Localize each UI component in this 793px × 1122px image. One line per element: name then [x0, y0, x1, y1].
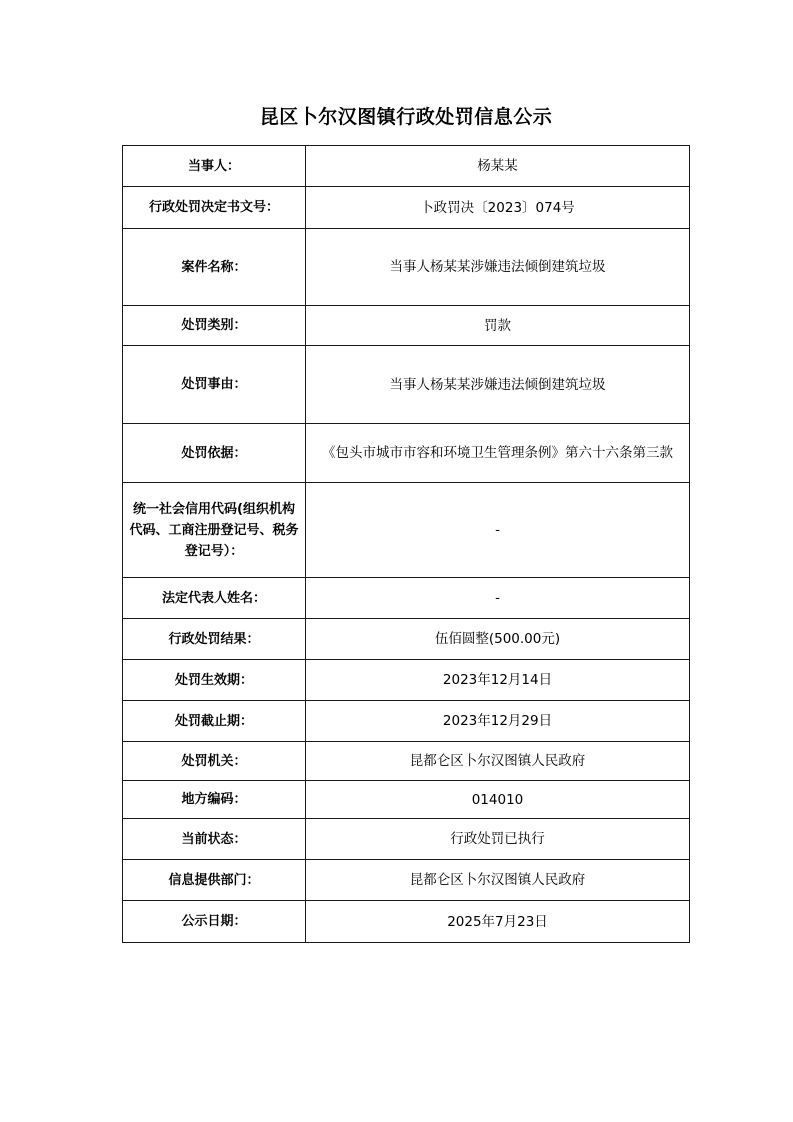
row-label: 当前状态：	[123, 819, 306, 860]
row-label: 处罚依据：	[123, 424, 306, 483]
row-value: 昆都仑区卜尔汉图镇人民政府	[306, 860, 690, 901]
table-row	[123, 187, 690, 229]
table-row	[123, 901, 690, 943]
table-row	[123, 701, 690, 742]
row-value: 罚款	[306, 306, 690, 346]
table-row	[123, 660, 690, 701]
row-value: -	[306, 578, 690, 619]
table-row	[123, 306, 690, 346]
table-row	[123, 578, 690, 619]
row-label: 地方编码：	[123, 781, 306, 819]
table-row	[123, 229, 690, 306]
row-value: 2023年12月14日	[306, 660, 690, 701]
row-value: 当事人杨某某涉嫌违法倾倒建筑垃圾	[306, 346, 690, 424]
row-label: 公示日期：	[123, 901, 306, 943]
table-row	[123, 346, 690, 424]
row-label: 处罚生效期：	[123, 660, 306, 701]
table-row	[123, 424, 690, 483]
table-row	[123, 819, 690, 860]
table-row	[123, 483, 690, 578]
row-value: 伍佰圆整(500.00元)	[306, 619, 690, 660]
row-label: 案件名称：	[123, 229, 306, 306]
row-label: 法定代表人姓名：	[123, 578, 306, 619]
page-title: 昆区卜尔汉图镇行政处罚信息公示	[259, 106, 553, 128]
row-value: -	[306, 483, 690, 578]
row-value: 2025年7月23日	[306, 901, 690, 943]
penalty-info-table	[122, 145, 690, 943]
row-value: 昆都仑区卜尔汉图镇人民政府	[306, 742, 690, 781]
row-value: 2023年12月29日	[306, 701, 690, 742]
penalty-table-body	[123, 146, 690, 943]
row-value: 当事人杨某某涉嫌违法倾倒建筑垃圾	[306, 229, 690, 306]
row-value: 014010	[306, 781, 690, 819]
row-label: 处罚机关：	[123, 742, 306, 781]
table-row	[123, 860, 690, 901]
row-value: 《包头市城市市容和环境卫生管理条例》第六十六条第三款	[306, 424, 690, 483]
document-page	[122, 0, 690, 943]
row-value: 卜政罚决〔2023〕074号	[306, 187, 690, 229]
row-value: 行政处罚已执行	[306, 819, 690, 860]
table-row	[123, 781, 690, 819]
row-label: 处罚事由：	[123, 346, 306, 424]
row-label: 统一社会信用代码(组织机构代码、工商注册登记号、税务登记号）：	[123, 483, 306, 578]
row-label: 信息提供部门：	[123, 860, 306, 901]
row-value: 杨某某	[306, 146, 690, 187]
row-label: 当事人：	[123, 146, 306, 187]
table-row	[123, 742, 690, 781]
row-label: 处罚截止期：	[123, 701, 306, 742]
table-row	[123, 619, 690, 660]
row-label: 行政处罚决定书文号：	[123, 187, 306, 229]
row-label: 处罚类别：	[123, 306, 306, 346]
row-label: 行政处罚结果：	[123, 619, 306, 660]
table-row	[123, 146, 690, 187]
